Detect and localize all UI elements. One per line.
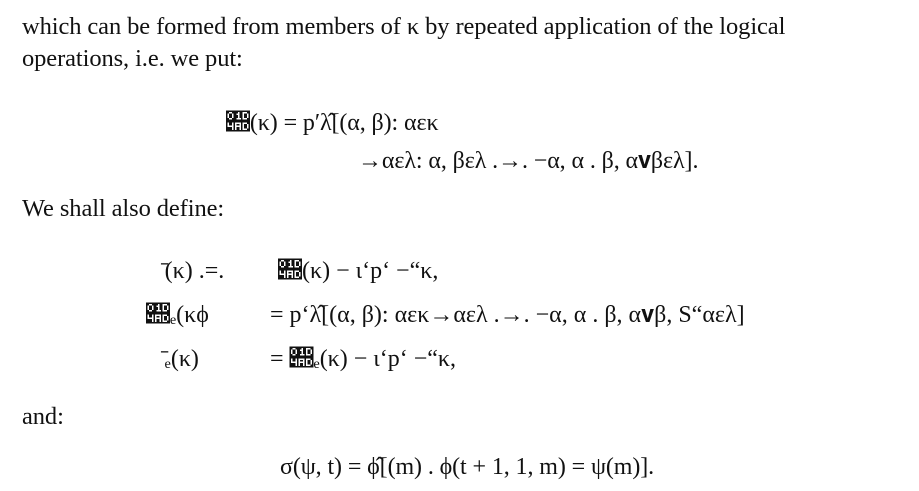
equation-2-row-1-rhs: 𝒭(κ) − ι‘p‘ −“κ, xyxy=(278,258,439,284)
equation-2-row-3-rhs: = 𝒭ₑ(κ) − ι‘p‘ −“κ, xyxy=(270,346,457,372)
equation-1-line-1: 𝒭(κ) = p′λ̂[(α, β): αεκ xyxy=(226,110,439,136)
paragraph-1-line-2: operations, i.e. we put: xyxy=(22,45,243,72)
equation-2-row-2-rhs: = p‘λ̂[(α, β): αεκ→αελ .→. −α, α . β, α𝐯β, S“αελ] xyxy=(270,302,745,328)
equation-2-row-2 xyxy=(146,300,745,330)
equation-2-row-2-lhs: 𝒭ₑ(κϕ xyxy=(146,302,209,328)
paragraph-1-line-1: which can be formed from members of κ by repeated application of the logical xyxy=(22,13,786,40)
paragraph-2: We shall also define: xyxy=(22,195,225,222)
equation-2-row-3 xyxy=(146,344,456,374)
equation-1-line-2: →αελ: α, βελ .→. −α, α . β, α𝐯βελ]. xyxy=(358,148,699,174)
paragraph-3: and: xyxy=(22,403,64,430)
equation-2-row-3-lhs: 𝒭̄ₑ(κ) xyxy=(146,346,199,372)
equation-2-row-1 xyxy=(146,256,438,286)
equation-3: σ(ψ, t) = ϕ̂[(m) . ϕ(t + 1, 1, m) = ψ(m)]. xyxy=(280,454,655,480)
equation-2-row-1-lhs: 𝒭̄(κ) .=. xyxy=(146,258,225,284)
